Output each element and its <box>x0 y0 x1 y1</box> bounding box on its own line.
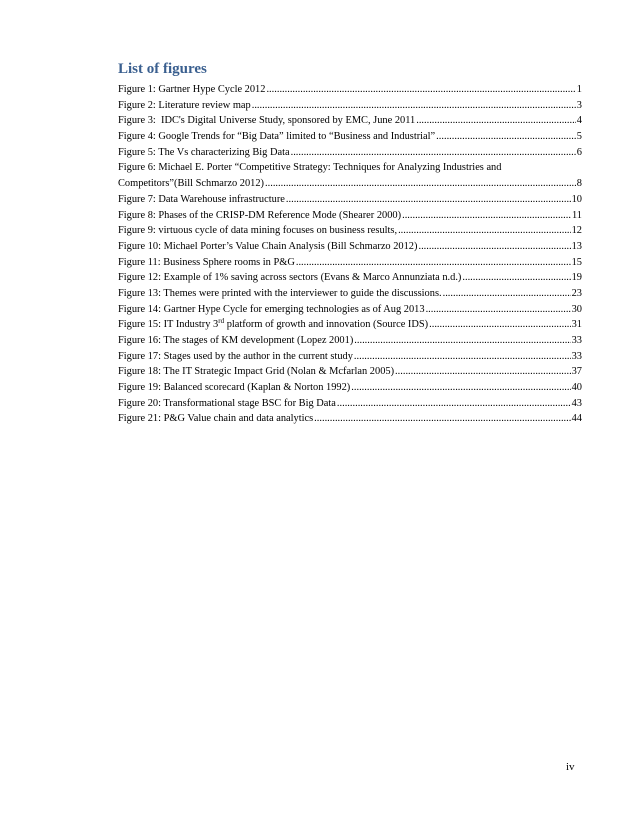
list-item[interactable] <box>118 160 582 191</box>
figure-title: Figure 18: The IT Strategic Impact Grid (Nolan & Mcfarlan 2005) <box>118 366 395 378</box>
figure-title: Figure 16: The stages of KM development (Lopez 2001) <box>118 335 354 346</box>
list-item[interactable] <box>118 364 582 380</box>
figure-page-number: 40 <box>571 382 582 394</box>
figure-page-number: 44 <box>571 413 582 425</box>
figure-page-number: 23 <box>571 287 582 299</box>
figure-title: Figure 19: Balanced scorecard (Kaplan & Norton 1992) <box>118 382 351 394</box>
page-number: iv <box>566 761 575 773</box>
figure-title: Figure 12: Example of 1% saving across sectors (Evans & Marco Annunziata n.d.) <box>118 272 462 284</box>
dot-leader <box>416 113 576 129</box>
figure-title: Competitors”(Bill Schmarzo 2012) <box>118 178 265 190</box>
figure-title: Figure 5: The Vs characterizing Big Data <box>118 146 290 158</box>
figure-title: Figure 20: Transformational stage BSC for Big Data <box>118 397 336 409</box>
list-item[interactable] <box>118 223 582 239</box>
figure-title: Figure 4: Google Trends for “Big Data” limited to “Business and Industrial” <box>118 131 436 143</box>
figures-list <box>118 82 582 427</box>
dot-leader <box>398 223 571 239</box>
dot-leader <box>314 411 570 427</box>
dot-leader <box>296 255 571 271</box>
figure-title: Figure 21: P&G Value chain and data analytics <box>118 413 314 425</box>
figure-title-part: Figure 15: IT Industry 3 <box>118 319 219 331</box>
list-item[interactable] <box>118 239 582 255</box>
list-item[interactable] <box>118 129 582 145</box>
dot-leader <box>252 98 576 114</box>
figure-page-number: 10 <box>571 193 582 205</box>
dot-leader <box>395 364 571 380</box>
figure-page-number: 1 <box>576 84 582 95</box>
dot-leader <box>266 82 575 98</box>
figure-page-number: 12 <box>571 225 582 237</box>
dot-leader <box>265 176 576 192</box>
dot-leader <box>402 208 571 224</box>
list-item[interactable] <box>118 113 582 129</box>
list-item[interactable] <box>118 396 582 412</box>
dot-leader <box>291 145 576 161</box>
list-item[interactable] <box>118 270 582 286</box>
figure-title: Figure 11: Business Sphere rooms in P&G <box>118 256 295 268</box>
list-item[interactable] <box>118 333 582 349</box>
figure-page-number: 15 <box>571 256 582 268</box>
list-item[interactable] <box>118 255 582 271</box>
figure-title: Figure 7: Data Warehouse infrastructure <box>118 193 285 205</box>
dot-leader <box>436 129 576 145</box>
figure-page-number: 13 <box>571 240 582 252</box>
list-item[interactable] <box>118 208 582 224</box>
list-item[interactable] <box>118 380 582 396</box>
figure-title <box>118 317 428 333</box>
list-item[interactable] <box>118 349 582 365</box>
dot-leader <box>462 270 570 286</box>
figure-title: Figure 10: Michael Porter’s Value Chain Analysis (Bill Schmarzo 2012) <box>118 240 418 252</box>
list-of-figures-heading: List of figures <box>118 61 207 77</box>
dot-leader <box>354 349 571 365</box>
figure-page-number: 33 <box>571 350 582 362</box>
figure-page-number: 37 <box>571 366 582 378</box>
figure-title: Figure 8: Phases of the CRISP-DM Reference Mode (Shearer 2000) <box>118 209 402 221</box>
dot-leader <box>286 192 571 208</box>
list-item[interactable] <box>118 98 582 114</box>
list-item[interactable] <box>118 317 582 333</box>
dot-leader <box>426 302 571 318</box>
figure-title: Figure 17: Stages used by the author in the current study <box>118 350 353 362</box>
figure-title-line-1: Figure 6: Michael E. Porter “Competitive Strategy: Techniques for Analyzing Industries and <box>118 162 502 174</box>
figure-title: Figure 14: Gartner Hype Cycle for emerging technologies as of Aug 2013 <box>118 303 425 315</box>
list-item[interactable] <box>118 286 582 302</box>
figure-page-number: 11 <box>571 209 582 221</box>
list-item[interactable] <box>118 411 582 427</box>
figure-title: Figure 3: IDC's Digital Universe Study, sponsored by EMC, June 2011 <box>118 115 416 127</box>
list-item[interactable] <box>118 145 582 161</box>
figure-page-number: 19 <box>571 272 582 284</box>
figure-page-number: 33 <box>571 335 582 346</box>
figure-title: Figure 13: Themes were printed with the interviewer to guide the discussions. <box>118 287 442 299</box>
list-item[interactable] <box>118 192 582 208</box>
figure-title: Figure 2: Literature review map <box>118 99 251 111</box>
dot-leader <box>418 239 570 255</box>
figure-title: Figure 1: Gartner Hype Cycle 2012 <box>118 84 266 95</box>
list-item[interactable] <box>118 302 582 318</box>
figure-page-number: 31 <box>571 319 582 331</box>
figure-title: Figure 9: virtuous cycle of data mining focuses on business results, <box>118 225 398 237</box>
dot-leader <box>443 286 571 302</box>
figure-page-number: 3 <box>576 99 582 111</box>
list-item[interactable] <box>118 82 582 98</box>
figure-page-number: 4 <box>576 115 582 127</box>
figure-title-part: platform of growth and innovation (Source IDS) <box>224 319 429 331</box>
dot-leader <box>351 380 570 396</box>
superscript-ordinal: rd <box>218 317 225 326</box>
dot-leader <box>337 396 571 412</box>
figure-page-number: 30 <box>571 303 582 315</box>
dot-leader <box>429 317 570 333</box>
dot-leader <box>354 333 570 349</box>
figure-page-number: 6 <box>576 146 582 158</box>
figure-page-number: 5 <box>576 131 582 143</box>
figure-page-number: 8 <box>576 178 582 190</box>
figure-page-number: 43 <box>571 397 582 409</box>
